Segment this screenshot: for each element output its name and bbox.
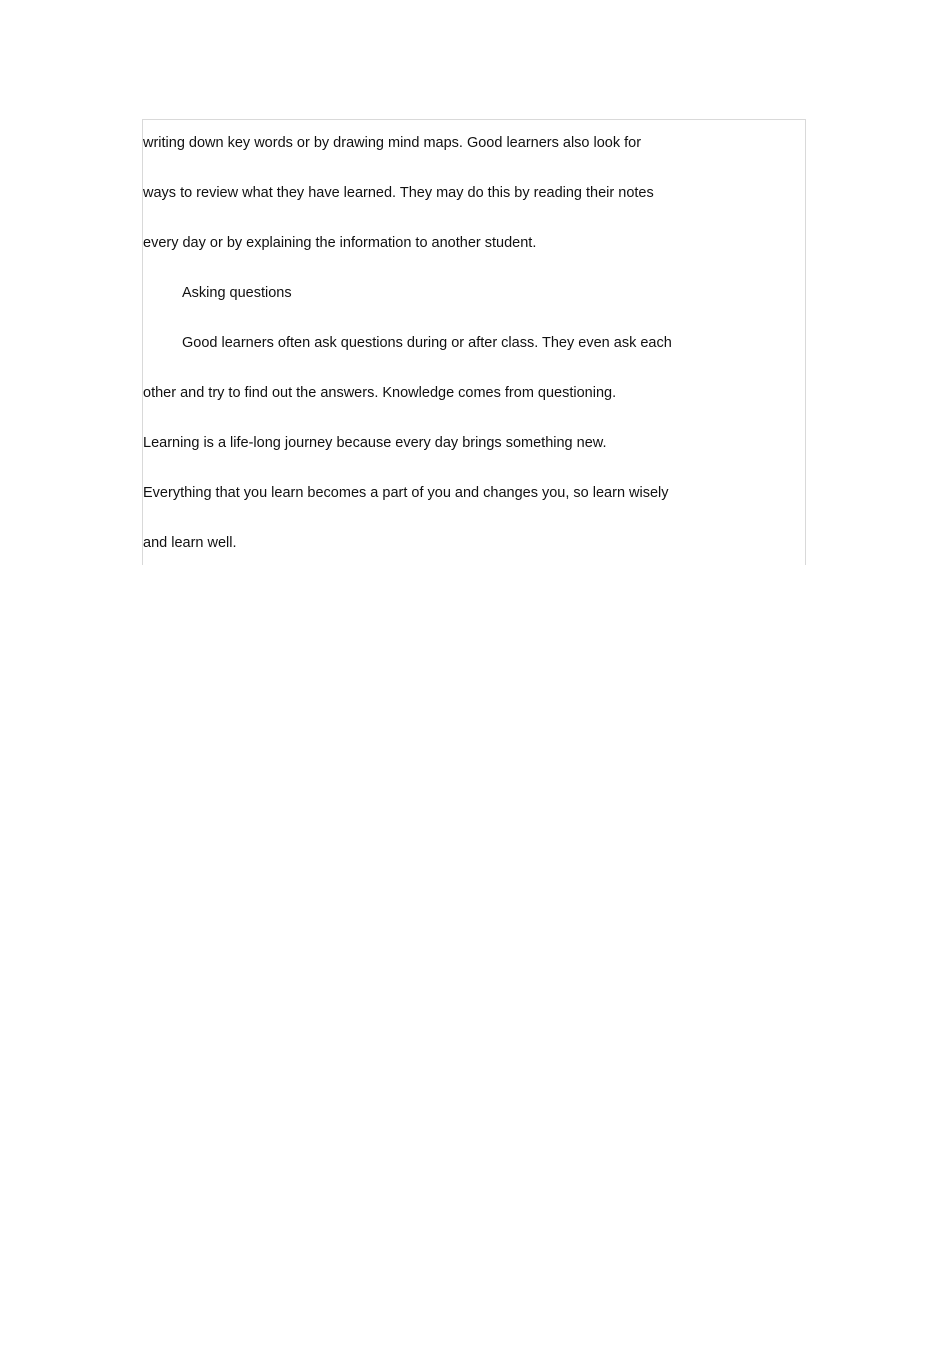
text-line: every day or by explaining the information to another student. [143,235,537,251]
text-line: Everything that you learn becomes a part of you and changes you, so learn wisely [143,485,669,501]
text-line: ways to review what they have learned. They may do this by reading their notes [143,185,654,201]
text-line: and learn well. [143,535,237,551]
paragraph-start-line: Good learners often ask questions during or after class. They even ask each [182,335,672,351]
text-line: Learning is a life-long journey because every day brings something new. [143,435,607,451]
text-line: writing down key words or by drawing mind maps. Good learners also look for [143,135,642,151]
section-heading: Asking questions [182,285,292,301]
text-line: other and try to find out the answers. Knowledge comes from questioning. [143,385,617,401]
document-text [143,126,783,576]
